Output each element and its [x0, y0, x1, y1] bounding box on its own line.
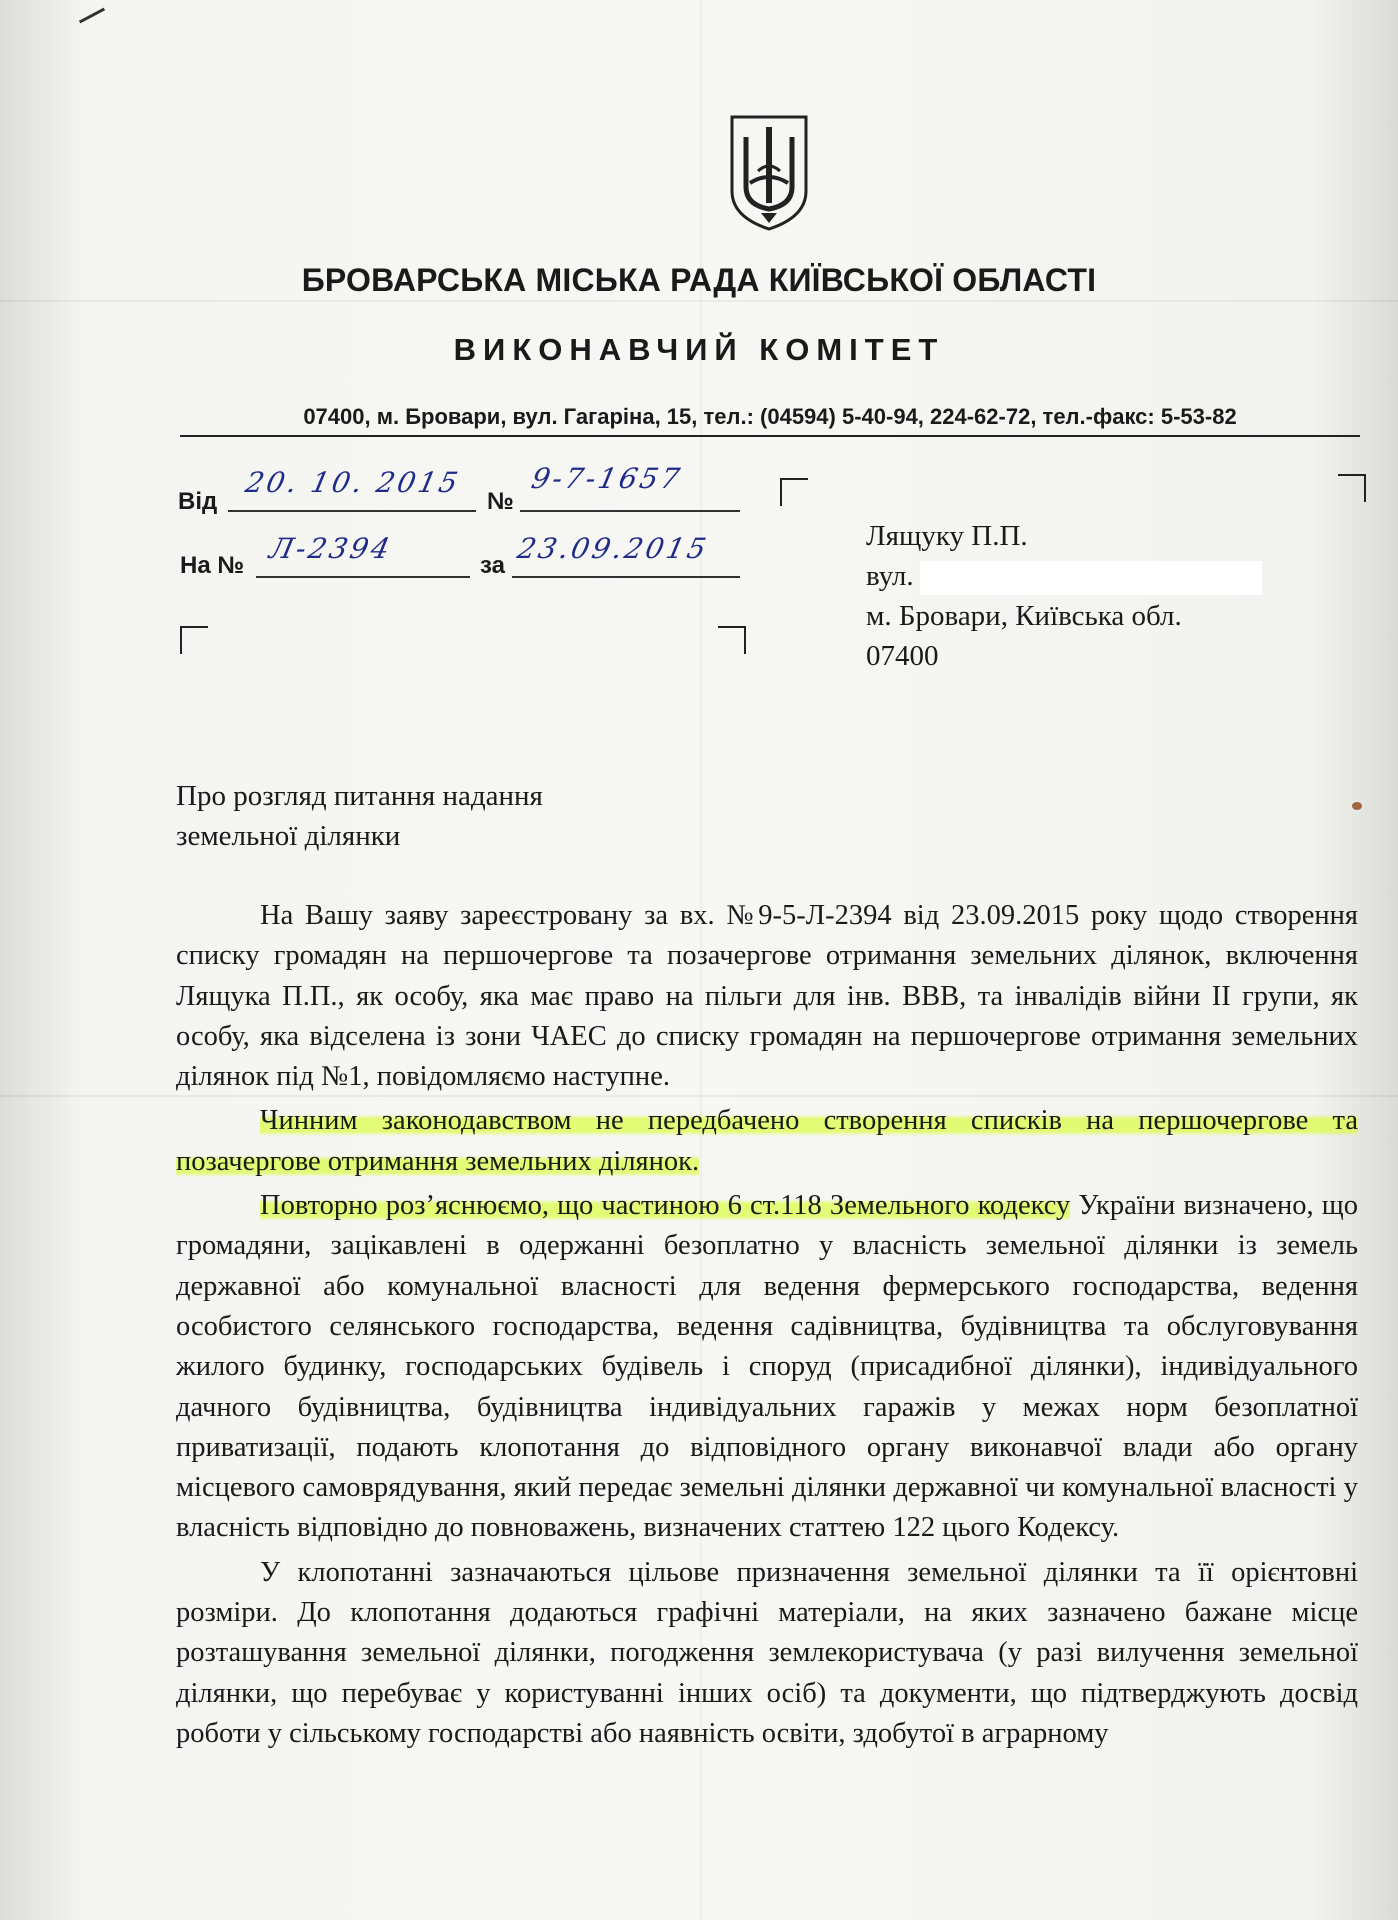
corner-mark [180, 626, 208, 654]
reply-number: Л-2394 [266, 532, 396, 565]
from-date-line [228, 510, 476, 512]
org-address: 07400, м. Бровари, вул. Гагаріна, 15, тел.: (04594) 5-40-94, 224-62-72, тел.-факс: 5-53-82 [303, 404, 1237, 429]
committee-title: ВИКОНАВЧИЙ КОМІТЕТ [453, 332, 945, 367]
outgoing-number: 9-7-1657 [528, 462, 686, 495]
recipient-name: Лящуку П.П. [866, 520, 1028, 552]
staple-mark [79, 8, 105, 24]
reply-to-label: На № [180, 552, 245, 579]
header-rule [180, 435, 1360, 437]
street-label: вул. [866, 560, 914, 592]
highlighted-text: Чинним законодавством не передбачено створення списків на першочергове та позачергове отримання земельних ділянок. [176, 1105, 1358, 1177]
subject-line-1: Про розгляд питання надання [176, 780, 543, 812]
corner-mark [718, 626, 746, 654]
number-label: № [487, 488, 514, 515]
recipient-city: м. Бровари, Київська обл. [866, 600, 1182, 632]
corner-mark [1338, 474, 1366, 502]
outgoing-number-line [520, 510, 740, 512]
stain-spot [1352, 802, 1362, 810]
highlighted-text: Повторно роз’яснюємо, що частиною 6 ст.118 Земельного кодексу [260, 1190, 1071, 1222]
paragraph-2 [176, 1101, 1358, 1182]
subject-block [176, 776, 543, 856]
recipient-street [866, 556, 1262, 596]
paragraph-3 [176, 1186, 1358, 1549]
paragraph-4: У клопотанні зазначаються цільове призначення земельної ділянки та її орієнтовні розміри. До клопотання додаються графічні матеріали, на яких зазначено бажане місце розташування земельної ділянки, погодження землекористувача (у разі вилучення земельної ділянки, що перебуває у користуванні інших осіб) та документи, що підтверджують досвід роботи у сільському господарстві або наявність освіти, здобутої в аграрному [176, 1556, 1358, 1749]
subject-line-2: земельної ділянки [176, 820, 401, 852]
paragraph-3-text: України визначено, що громадяни, зацікавлені в одержанні безоплатно у власність земельної ділянки із земель державної або комунальної власності для ведення фермерського господарства, ведення особистого селянського господарства, ведення садівництва, будівництва та обслуговування жилого будинку, господарських будівель і споруд (присадибної ділянки), індивідуального дачного будівництва, будівництва індивідуальних гаражів у межах норм безоплатної приватизації, подають клопотання до відповідного органу виконавчої влади або органу місцевого самоврядування, який передає земельні ділянки державної чи комунальної власності у власність відповідно до повноважень, визначених статтею 122 цього Кодексу. [176, 1190, 1359, 1544]
recipient-block [866, 516, 1262, 676]
paragraph-1: На Вашу заяву зареєстровану за вх. №9-5-Л-2394 від 23.09.2015 року щодо створення списку громадян на першочергове та позачергове отримання земельних ділянок, включення Лящука П.П., як особу, яка має право на пільги для інв. ВВВ, та інвалідів війни ІІ групи, як особу, яка відселена із зони ЧАЕС до списку громадян на першочергове отримання земельних ділянок під №1, повідомляємо наступне. [176, 900, 1358, 1093]
organization-name: БРОВАРСЬКА МІСЬКА РАДА КИЇВСЬКОЇ ОБЛАСТІ [301, 262, 1097, 298]
fold-line [0, 300, 1398, 302]
reply-date: 23.09.2015 [514, 532, 712, 565]
letter-body [176, 896, 1358, 1754]
reply-number-line [256, 576, 470, 578]
from-date: 20. 10. 2015 [242, 466, 464, 499]
recipient-postal-code: 07400 [866, 640, 939, 672]
corner-mark [780, 478, 808, 506]
from-label: Від [178, 488, 218, 515]
reply-date-label: за [480, 552, 505, 579]
coat-of-arms-icon [728, 113, 810, 233]
redacted-street [920, 561, 1262, 595]
reply-date-line [512, 576, 740, 578]
